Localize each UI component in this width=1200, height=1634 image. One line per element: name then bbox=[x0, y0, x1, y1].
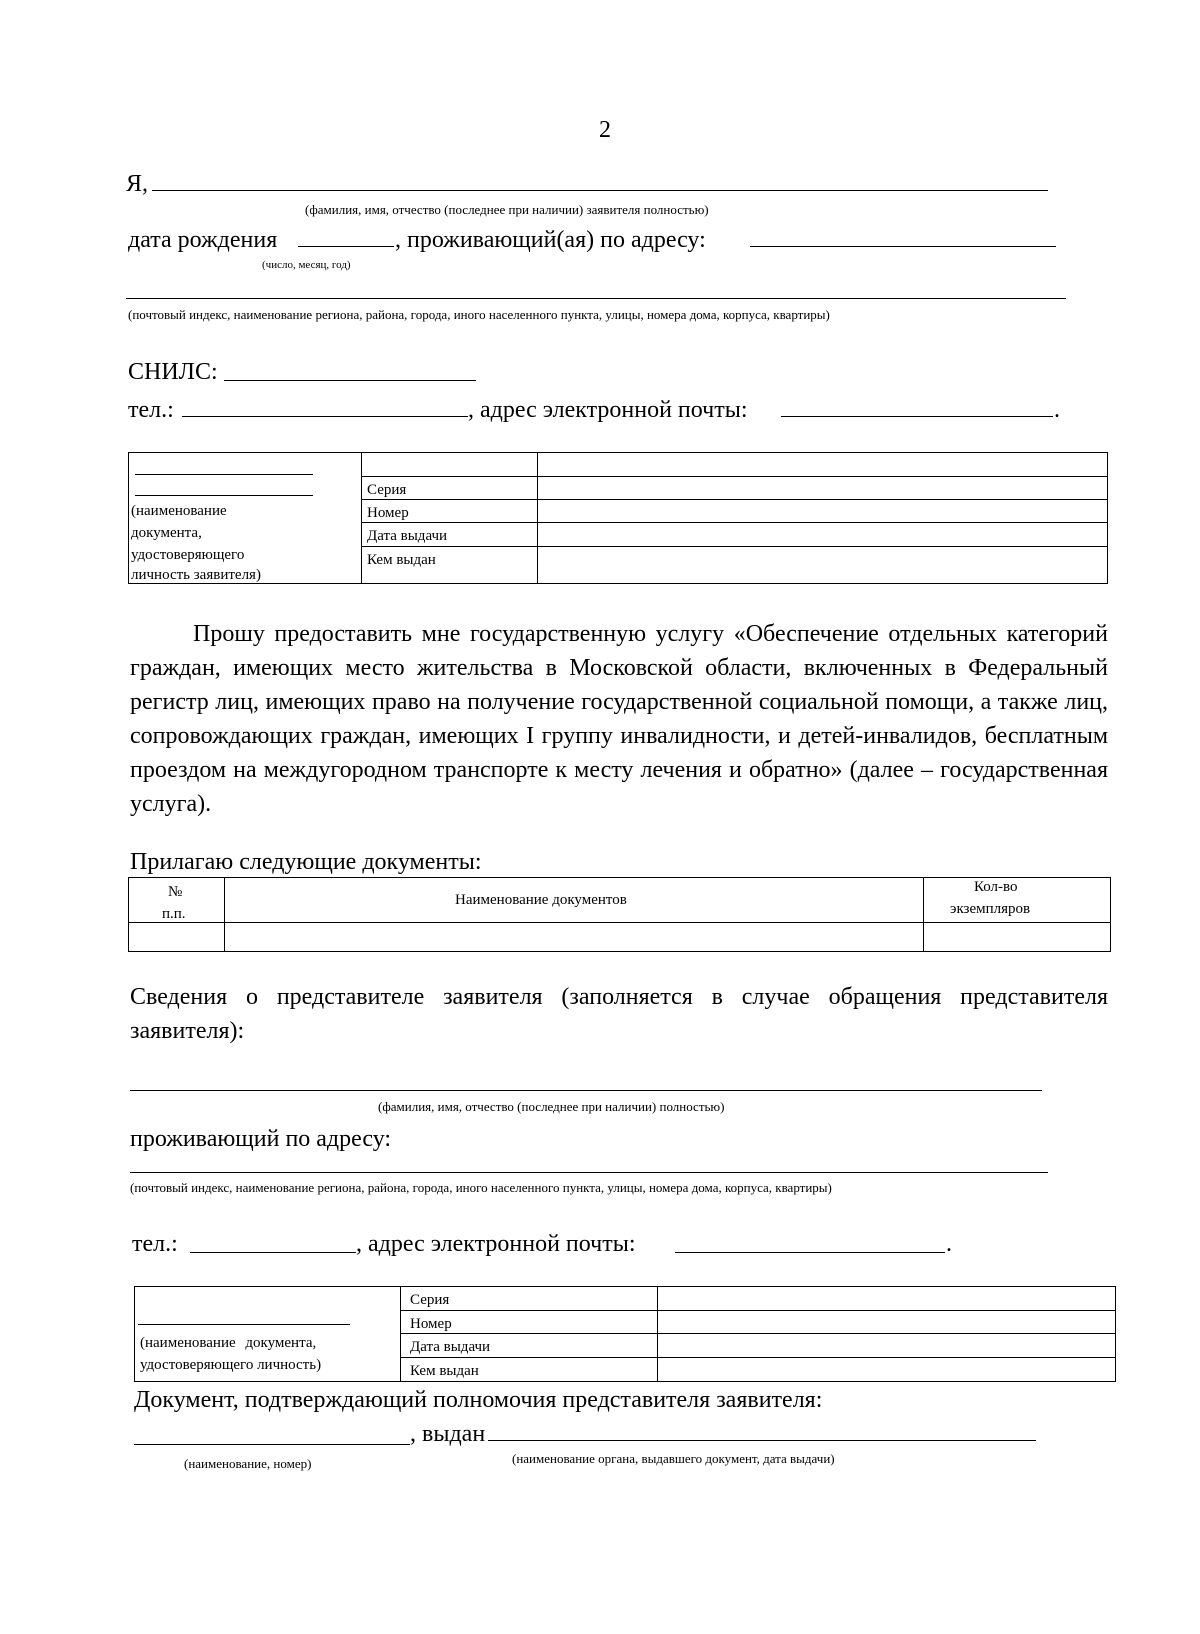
rep-id-row-series: Серия bbox=[410, 1292, 450, 1308]
applicant-id-doc-name-field[interactable] bbox=[135, 495, 313, 496]
applicant-id-doc-name-field[interactable] bbox=[135, 474, 313, 475]
representative-email-label: , адрес электронной почты: bbox=[356, 1231, 636, 1257]
rep-id-row-issued-by: Кем выдан bbox=[410, 1363, 479, 1379]
residing-label: , проживающий(ая) по адресу: bbox=[395, 227, 706, 253]
representative-email-end-dot: . bbox=[946, 1231, 952, 1257]
applicant-id-doc-caption: документа, bbox=[131, 525, 202, 541]
name-number-caption: (наименование, номер) bbox=[184, 1456, 312, 1471]
representative-id-table-row-line bbox=[400, 1310, 1116, 1311]
page-number: 2 bbox=[599, 117, 611, 143]
id-row-issued-by: Кем выдан bbox=[367, 552, 436, 568]
applicant-id-table-divider-2 bbox=[537, 452, 538, 584]
representative-id-table-divider-2 bbox=[657, 1286, 658, 1382]
representative-id-doc-caption: (наименование документа, bbox=[140, 1335, 317, 1351]
id-row-issue-date: Дата выдачи bbox=[367, 528, 448, 544]
issuer-caption: (наименование органа, выдавшего документ, дата выдачи) bbox=[512, 1451, 835, 1466]
attachments-row-empty[interactable] bbox=[130, 924, 1109, 950]
snils-label: СНИЛС: bbox=[128, 359, 218, 385]
applicant-id-table bbox=[128, 452, 1108, 584]
representative-address-field[interactable] bbox=[130, 1172, 1048, 1173]
representative-email-field[interactable] bbox=[675, 1252, 945, 1253]
applicant-id-doc-caption: личность заявителя) bbox=[131, 567, 261, 583]
authority-doc-name-field[interactable] bbox=[134, 1444, 410, 1445]
email-label: , адрес электронной почты: bbox=[468, 397, 748, 423]
representative-address-label: проживающий по адресу: bbox=[130, 1126, 392, 1152]
representative-id-table-divider-1 bbox=[400, 1286, 401, 1382]
rep-id-row-number: Номер bbox=[410, 1316, 452, 1332]
applicant-address-caption: (почтовый индекс, наименование региона, района, города, иного населенного пункта, улицы, номера дома, корпуса, квартиры) bbox=[128, 307, 830, 322]
applicant-id-doc-caption: (наименование bbox=[131, 503, 227, 519]
birth-date-label: дата рождения bbox=[128, 227, 278, 253]
representative-heading: Сведения о представителе заявителя (заполняется в случае обращения представителя заявителя): bbox=[130, 984, 1108, 1044]
birth-date-caption: (число, месяц, год) bbox=[262, 259, 351, 271]
representative-id-doc-name-field[interactable] bbox=[138, 1324, 350, 1325]
col-num-header: п.п. bbox=[162, 906, 186, 922]
snils-field[interactable] bbox=[224, 380, 476, 381]
applicant-address-field[interactable] bbox=[126, 298, 1066, 299]
applicant-id-table-divider-1 bbox=[361, 452, 362, 584]
request-paragraph: Прошу предоставить мне государственную услугу «Обеспечение отдельных категорий граждан, имеющих место жительства в Московской области, включенных в Федеральный регистр лиц, имеющих право на получение государственной социальной помощи, а также лиц, сопровождающих граждан, имеющих I группу инвалидности, и детей-инвалидов, бесплатным проездом на междугородном транспорте к месту лечения и обратно» (далее – государственная услуга). bbox=[130, 621, 1108, 817]
applicant-fio-field[interactable] bbox=[152, 190, 1048, 191]
email-field[interactable] bbox=[781, 416, 1053, 417]
applicant-address-field-start[interactable] bbox=[750, 246, 1056, 247]
col-count-header: экземпляров bbox=[950, 901, 1031, 917]
issued-label: , выдан bbox=[410, 1421, 486, 1447]
applicant-id-doc-caption: удостоверяющего bbox=[131, 547, 245, 563]
email-end-dot: . bbox=[1054, 397, 1060, 423]
rep-id-row-issue-date: Дата выдачи bbox=[410, 1339, 491, 1355]
representative-fio-field[interactable] bbox=[130, 1090, 1042, 1091]
id-row-series: Серия bbox=[367, 482, 407, 498]
representative-phone-label: тел.: bbox=[132, 1231, 178, 1257]
col-count-header: Кол-во bbox=[974, 879, 1018, 895]
applicant-ya-label: Я, bbox=[126, 171, 149, 197]
representative-phone-field[interactable] bbox=[190, 1252, 356, 1253]
attachments-title: Прилагаю следующие документы: bbox=[130, 849, 482, 875]
representative-address-caption: (почтовый индекс, наименование региона, района, города, иного населенного пункта, улицы, номера дома, корпуса, квартиры) bbox=[130, 1180, 832, 1195]
col-num-header: № bbox=[168, 884, 183, 900]
attachments-table-header-line bbox=[128, 922, 1111, 923]
applicant-id-table-row-line bbox=[361, 546, 1108, 547]
authority-document-label: Документ, подтверждающий полномочия представителя заявителя: bbox=[134, 1387, 823, 1413]
representative-id-doc-caption: удостоверяющего личность) bbox=[140, 1357, 322, 1373]
representative-id-table-row-line bbox=[400, 1357, 1116, 1358]
applicant-id-table-row-line bbox=[361, 522, 1108, 523]
col-name-header: Наименование документов bbox=[455, 892, 627, 908]
representative-fio-caption: (фамилия, имя, отчество (последнее при наличии) полностью) bbox=[378, 1099, 725, 1114]
representative-id-table-row-line bbox=[400, 1333, 1116, 1334]
applicant-id-table-row-line bbox=[361, 499, 1108, 500]
applicant-id-table-row-line bbox=[361, 476, 1108, 477]
phone-field[interactable] bbox=[182, 416, 468, 417]
birth-date-field[interactable] bbox=[298, 246, 394, 247]
id-row-number: Номер bbox=[367, 505, 409, 521]
phone-label: тел.: bbox=[128, 397, 174, 423]
authority-issuer-field[interactable] bbox=[488, 1440, 1036, 1441]
applicant-fio-caption: (фамилия, имя, отчество (последнее при наличии) заявителя полностью) bbox=[305, 202, 709, 217]
